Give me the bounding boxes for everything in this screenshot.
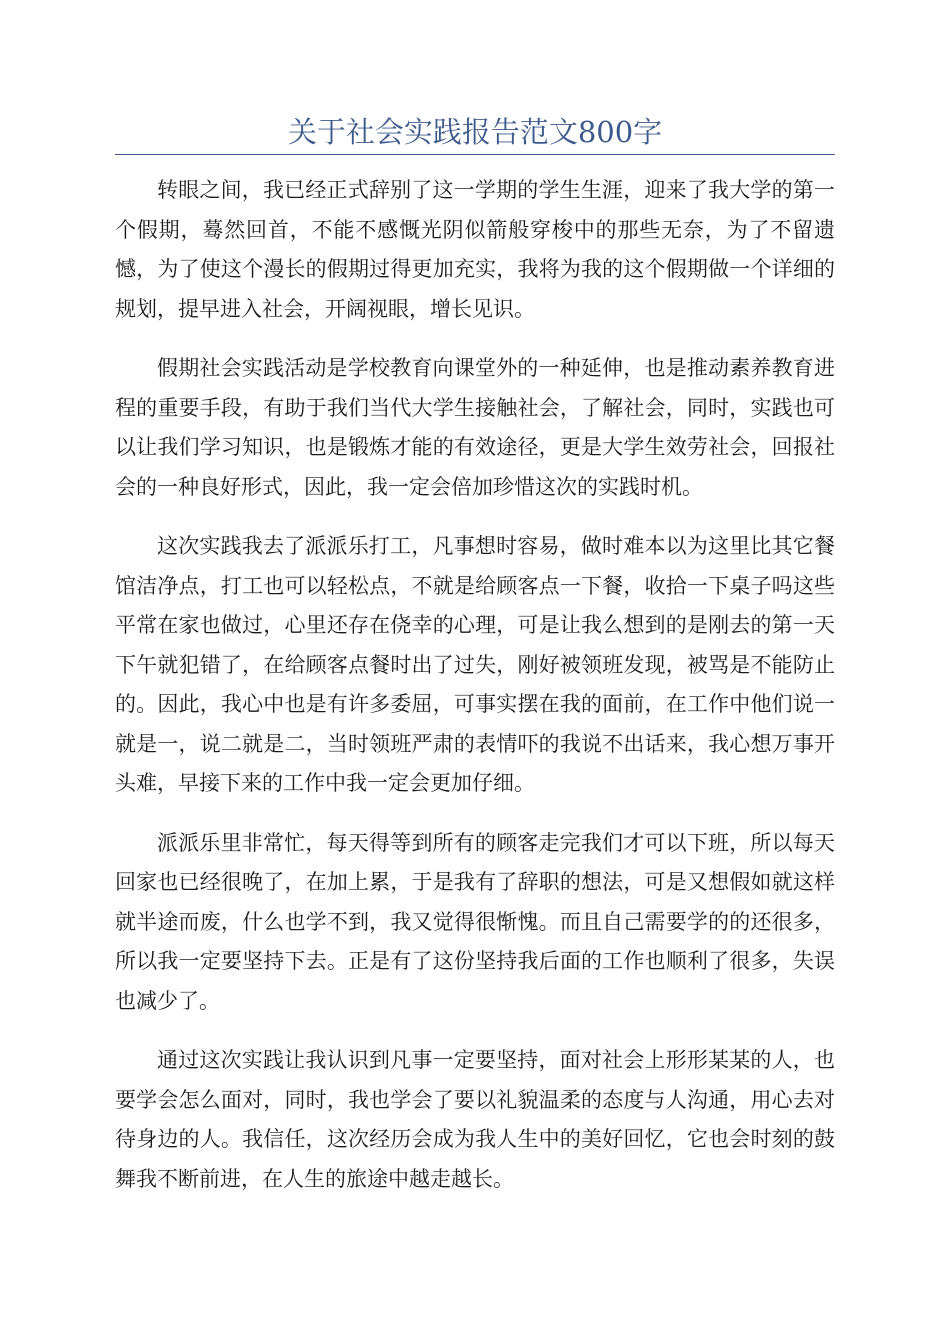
document-title: 关于社会实践报告范文800字 <box>115 112 835 155</box>
body-paragraph-2: 假期社会实践活动是学校教育向课堂外的一种延伸，也是推动素养教育进程的重要手段，有助于我们当代大学生接触社会，了解社会，同时，实践也可以让我们学习知识，也是锻炼才能的有效途径，更是大学生效劳社会，回报社会的一种良好形式，因此，我一定会倍加珍惜这次的实践时机。 <box>115 356 835 499</box>
body-paragraph-5: 通过这次实践让我认识到凡事一定要坚持，面对社会上形形某某的人，也要学会怎么面对，同时，我也学会了要以礼貌温柔的态度与人沟通，用心去对待身边的人。我信任，这次经历会成为我人生中的美好回忆，它也会时刻的鼓舞我不断前进，在人生的旅途中越走越长。 <box>115 1048 835 1191</box>
body-paragraph-4: 派派乐里非常忙，每天得等到所有的顾客走完我们才可以下班，所以每天回家也已经很晚了，在加上累，于是我有了辞职的想法，可是又想假如就这样就半途而废，什么也学不到，我又觉得很惭愧。而且自己需要学的的还很多，所以我一定要坚持下去。正是有了这份坚持我后面的工作也顺利了很多，失误也减少了。 <box>115 830 835 1013</box>
document-page <box>115 112 835 1219</box>
body-paragraph-3: 这次实践我去了派派乐打工，凡事想时容易，做时难本以为这里比其它餐馆洁净点，打工也可以轻松点，不就是给顾客点一下餐，收拾一下桌子吗这些平常在家也做过，心里还存在侥幸的心理，可是让我么想到的是刚去的第一天下午就犯错了，在给顾客点餐时出了过失，刚好被领班发现，被骂是不能防止的。因此，我心中也是有许多委屈，可事实摆在我的面前，在工作中他们说一就是一，说二就是二，当时领班严肃的表情吓的我说不出话来，我心想万事开头难，早接下来的工作中我一定会更加仔细。 <box>115 534 835 795</box>
body-paragraph-1: 转眼之间，我已经正式辞别了这一学期的学生生涯，迎来了我大学的第一个假期，蓦然回首，不能不感慨光阴似箭般穿梭中的那些无奈，为了不留遗憾，为了使这个漫长的假期过得更加充实，我将为我的这个假期做一个详细的规划，提早进入社会，开阔视眼，增长见识。 <box>115 178 835 321</box>
